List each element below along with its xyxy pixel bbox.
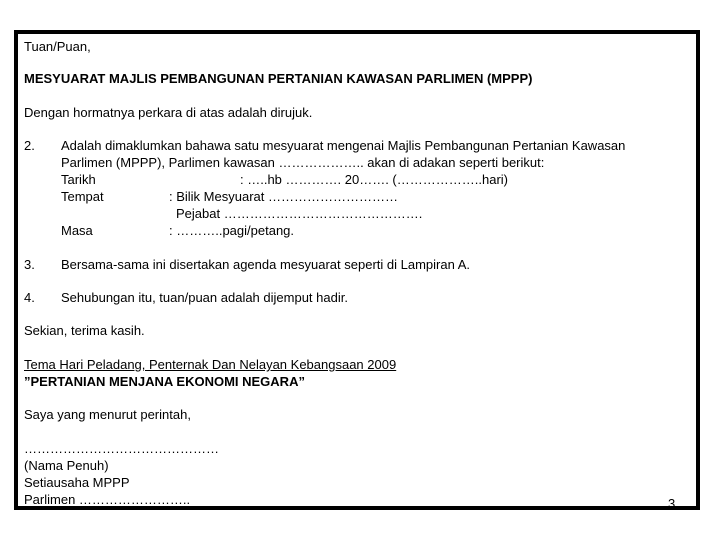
closing-text: Sekian, terima kasih.	[24, 323, 145, 338]
signer-title: Setiausaha MPPP	[24, 475, 130, 490]
para4-text: Sehubungan itu, tuan/puan adalah dijemput hadir.	[61, 290, 348, 305]
letter-heading: MESYUARAT MAJLIS PEMBANGUNAN PERTANIAN KAWASAN PARLIMEN (MPPP)	[24, 71, 533, 86]
para2-number: 2.	[24, 138, 35, 153]
tarikh-value: : …..hb …………. 20……. (………………..hari)	[240, 172, 508, 187]
tarikh-label: Tarikh	[61, 172, 96, 187]
signer-parlimen: Parlimen ……………………..	[24, 492, 191, 507]
signer-name: (Nama Penuh)	[24, 458, 109, 473]
theme-slogan: ”PERTANIAN MENJANA EKONOMI NEGARA”	[24, 374, 305, 389]
salutation: Tuan/Puan,	[24, 39, 91, 54]
para2-line1: Adalah dimaklumkan bahawa satu mesyuarat mengenai Majlis Pembangunan Pertanian Kawasan	[61, 138, 626, 153]
para3-text: Bersama-sama ini disertakan agenda mesyuarat seperti di Lampiran A.	[61, 257, 470, 272]
masa-value: : ………..pagi/petang.	[169, 223, 295, 238]
para2-line2: Parlimen (MPPP), Parlimen kawasan ……………….. akan di adakan seperti berikut:	[61, 155, 545, 170]
tempat-value-1: : Bilik Mesyuarat …………………………	[169, 189, 398, 204]
sign-intro: Saya yang menurut perintah,	[24, 407, 191, 422]
tempat-value-2: Pejabat ……………………………………….	[176, 206, 423, 221]
signature-line: ………………………………………	[24, 441, 219, 456]
theme-title: Tema Hari Peladang, Penternak Dan Nelayan Kebangsaan 2009	[24, 357, 397, 372]
tempat-label: Tempat	[61, 189, 104, 204]
para3-number: 3.	[24, 257, 35, 272]
intro-text: Dengan hormatnya perkara di atas adalah dirujuk.	[24, 105, 313, 120]
page-number: 3	[668, 496, 676, 511]
para4-number: 4.	[24, 290, 35, 305]
masa-label: Masa	[61, 223, 93, 238]
